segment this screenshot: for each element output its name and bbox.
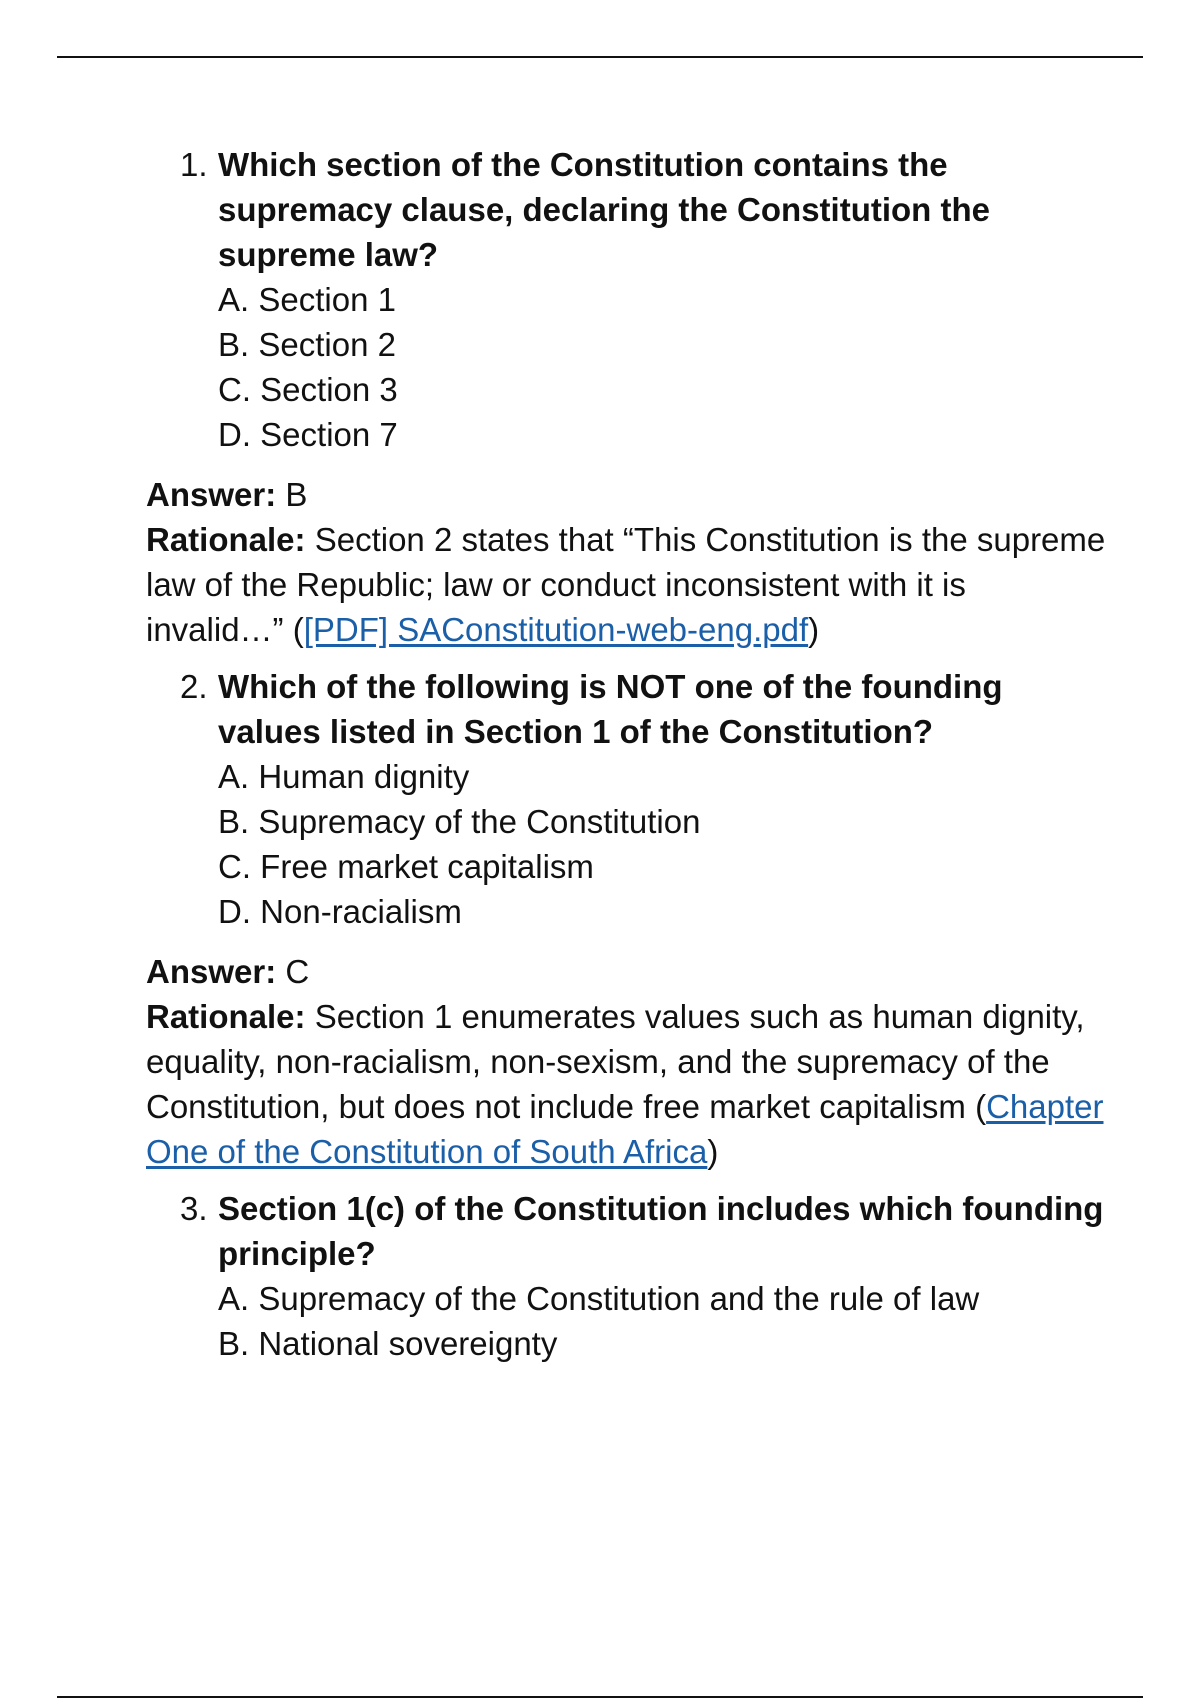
source-link[interactable]: Chapter One of the Constitution of South Africa xyxy=(146,1088,1104,1170)
option-a: A. Supremacy of the Constitution and the rule of law xyxy=(218,1280,980,1317)
question-text: Section 1(c) of the Constitution includes which founding principle? xyxy=(218,1190,1104,1272)
rationale-label: Rationale: xyxy=(146,521,306,558)
question-3 xyxy=(180,1186,1106,1366)
option-c: C. Section 3 xyxy=(218,371,398,408)
question-body xyxy=(218,664,1106,934)
question-2 xyxy=(180,664,1106,934)
rationale-close: ) xyxy=(707,1133,719,1170)
question-number: 1. xyxy=(180,146,208,183)
document-content xyxy=(146,142,1106,1366)
question-body xyxy=(218,1186,1106,1366)
question-text: Which section of the Constitution contains the supremacy clause, declaring the Constitution the supreme law? xyxy=(218,146,991,273)
answer-value: C xyxy=(285,953,310,990)
rationale-close: ) xyxy=(808,611,820,648)
answer-options xyxy=(218,277,1106,457)
rationale-1 xyxy=(146,517,1106,652)
rationale-label: Rationale: xyxy=(146,998,306,1035)
question-number: 3. xyxy=(180,1190,208,1227)
rationale-text: Section 1 enumerates values such as human dignity, equality, non-racialism, non-sexism, and the supremacy of the Constitution, but does not include free market capitalism ( xyxy=(146,998,1085,1125)
bottom-rule xyxy=(57,1696,1143,1698)
option-a: A. Section 1 xyxy=(218,281,396,318)
question-1 xyxy=(180,142,1106,457)
answer-options xyxy=(218,754,1106,934)
option-d: D. Section 7 xyxy=(218,416,398,453)
answer-2 xyxy=(146,949,1106,994)
option-d: D. Non-racialism xyxy=(218,893,462,930)
rationale-2 xyxy=(146,994,1106,1174)
option-a: A. Human dignity xyxy=(218,758,470,795)
answer-options xyxy=(218,1276,1106,1366)
answer-label: Answer: xyxy=(146,953,277,990)
answer-label: Answer: xyxy=(146,476,277,513)
option-b: B. National sovereignty xyxy=(218,1325,558,1362)
source-link[interactable]: [PDF] SAConstitution-web-eng.pdf xyxy=(303,611,809,648)
question-body xyxy=(218,142,1106,457)
answer-1 xyxy=(146,472,1106,517)
answer-value: B xyxy=(285,476,308,513)
question-text: Which of the following is NOT one of the founding values listed in Section 1 of the Constitution? xyxy=(218,668,1003,750)
top-rule xyxy=(57,56,1143,58)
option-b: B. Supremacy of the Constitution xyxy=(218,803,701,840)
question-number: 2. xyxy=(180,668,208,705)
option-b: B. Section 2 xyxy=(218,326,396,363)
option-c: C. Free market capitalism xyxy=(218,848,594,885)
rationale-text: Section 2 states that “This Constitution is the supreme law of the Republic; law or conduct inconsistent with it is invalid…” ( xyxy=(146,521,1106,648)
